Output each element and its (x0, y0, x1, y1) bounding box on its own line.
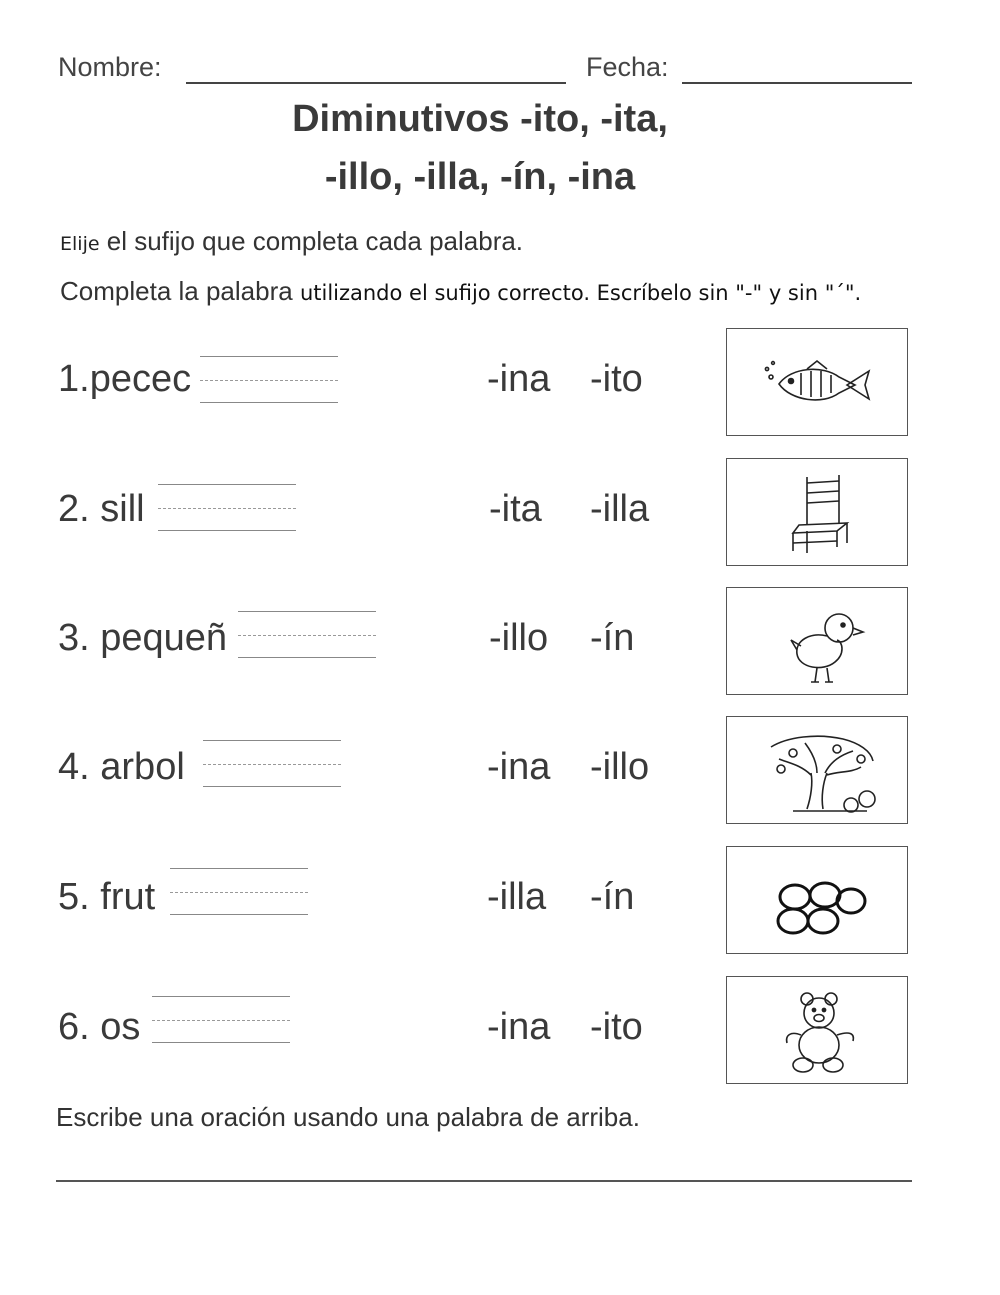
item-stem: frut (100, 876, 156, 918)
instruction-1-lead: Elije (60, 233, 100, 255)
suffix-option[interactable]: -ina (487, 1006, 551, 1048)
suffix-option[interactable]: -ina (487, 746, 551, 788)
name-field[interactable] (186, 82, 566, 84)
picture-box (726, 846, 908, 954)
instruction-1-text: el sufijo que completa cada palabra. (106, 226, 524, 256)
exercise-row-5 (0, 846, 1000, 958)
picture-box (726, 328, 908, 436)
answer-input[interactable] (158, 484, 296, 532)
item-stem: arbol (100, 746, 185, 788)
chair-icon (727, 459, 909, 567)
item-stem: os (100, 1006, 141, 1048)
answer-input[interactable] (152, 996, 290, 1044)
instruction-1 (60, 226, 523, 257)
sentence-answer-field[interactable] (56, 1180, 912, 1182)
instruction-2 (60, 276, 861, 307)
item-number: 1. (58, 358, 90, 400)
picture-box (726, 587, 908, 695)
word-stem (58, 876, 155, 919)
date-label: Fecha: (586, 52, 669, 82)
suffix-option[interactable]: -ín (590, 617, 635, 659)
answer-input[interactable] (238, 611, 376, 659)
item-number: 3. (58, 617, 90, 659)
teddy-bear-icon (727, 977, 909, 1085)
suffix-option[interactable]: -illo (590, 746, 650, 788)
word-stem (58, 488, 145, 531)
answer-input[interactable] (170, 868, 308, 916)
item-stem: pequeñ (100, 617, 228, 659)
suffix-option[interactable]: -illa (487, 876, 547, 918)
word-stem (58, 617, 227, 660)
suffix-option[interactable]: -ín (590, 876, 635, 918)
chick-icon (727, 588, 909, 696)
page-title-line-1: Diminutivos -ito, -ita, (292, 98, 668, 140)
item-stem: pecec (89, 358, 192, 400)
tree-icon (727, 717, 909, 825)
fish-icon (727, 329, 909, 437)
exercise-row-2 (0, 458, 1000, 570)
word-stem (58, 746, 185, 789)
word-stem (58, 358, 191, 401)
suffix-option[interactable]: -ina (487, 358, 551, 400)
suffix-option[interactable]: -illa (590, 488, 650, 530)
picture-box (726, 976, 908, 1084)
word-stem (58, 1006, 140, 1049)
item-number: 2. (58, 488, 90, 530)
exercise-row-1 (0, 328, 1000, 440)
item-number: 5. (58, 876, 90, 918)
instruction-2-lead: Completa la palabra (60, 276, 293, 306)
answer-input[interactable] (203, 740, 341, 788)
instruction-2-text: utilizando el sufijo correcto. Escríbelo sin "-" y sin "´". (299, 281, 862, 305)
date-field[interactable] (682, 82, 912, 84)
suffix-option[interactable]: -ito (590, 358, 643, 400)
exercise-row-6 (0, 976, 1000, 1088)
name-label: Nombre: (58, 52, 162, 82)
picture-box (726, 716, 908, 824)
fruit-icon (727, 847, 909, 955)
exercise-row-3 (0, 587, 1000, 699)
answer-input[interactable] (200, 356, 338, 404)
item-stem: sill (100, 488, 145, 530)
suffix-option[interactable]: -ita (489, 488, 542, 530)
exercise-row-4 (0, 716, 1000, 828)
sentence-prompt: Escribe una oración usando una palabra de arriba. (56, 1102, 640, 1132)
picture-box (726, 458, 908, 566)
item-number: 4. (58, 746, 90, 788)
item-number: 6. (58, 1006, 90, 1048)
suffix-option[interactable]: -illo (489, 617, 549, 659)
suffix-option[interactable]: -ito (590, 1006, 643, 1048)
page-title-line-2: -illo, -illa, -ín, -ina (324, 156, 636, 198)
